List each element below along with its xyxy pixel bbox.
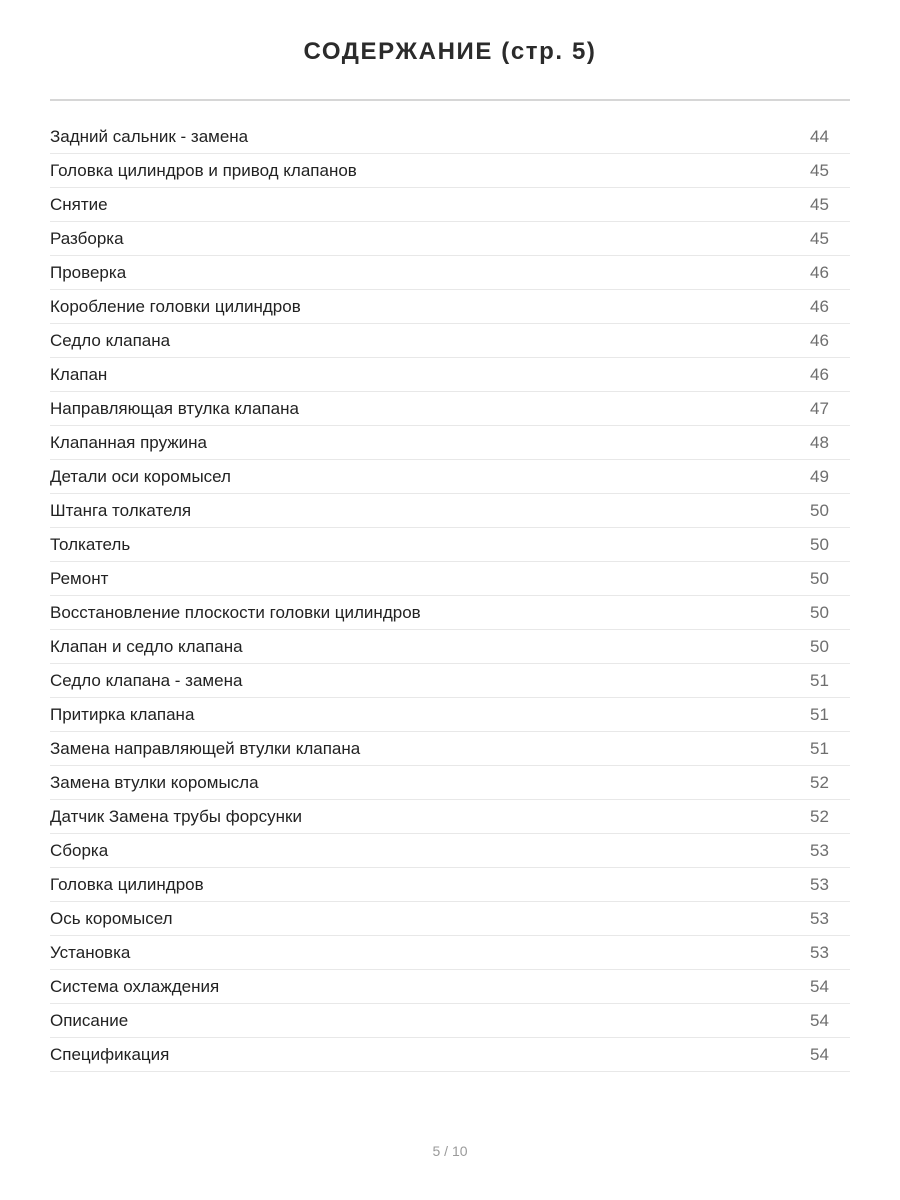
toc-row[interactable] (50, 1038, 850, 1072)
toc-entry-label: Притирка клапана (50, 704, 195, 724)
toc-row[interactable] (50, 494, 850, 528)
toc-entry-label: Разборка (50, 228, 124, 248)
toc-entry-label: Датчик Замена трубы форсунки (50, 806, 302, 826)
toc-row[interactable] (50, 188, 850, 222)
toc-page-number: 46 (810, 262, 829, 282)
toc-entry-label: Направляющая втулка клапана (50, 398, 299, 418)
toc-entry-label: Клапанная пружина (50, 432, 207, 452)
toc-row[interactable] (50, 154, 850, 188)
toc-page-number: 45 (810, 160, 829, 180)
toc-entry-label: Замена втулки коромысла (50, 772, 259, 792)
toc-entry-label: Установка (50, 942, 131, 962)
toc-page-number: 44 (810, 126, 829, 146)
toc-page-number: 50 (810, 534, 829, 554)
toc-page-number: 52 (810, 806, 829, 826)
toc-entry-label: Седло клапана - замена (50, 670, 243, 690)
toc-page-number: 50 (810, 602, 829, 622)
toc-page-number: 52 (810, 772, 829, 792)
toc-row[interactable] (50, 834, 850, 868)
toc-row[interactable] (50, 732, 850, 766)
toc-row[interactable] (50, 698, 850, 732)
toc-page-number: 54 (810, 1010, 829, 1030)
toc-row[interactable] (50, 120, 850, 154)
toc-row[interactable] (50, 426, 850, 460)
page-title: СОДЕРЖАНИЕ (стр. 5) (303, 38, 597, 65)
toc-entry-label: Седло клапана (50, 330, 171, 350)
toc-entry-label: Клапан (50, 364, 108, 384)
toc-row[interactable] (50, 324, 850, 358)
toc-row[interactable] (50, 392, 850, 426)
toc-entry-label: Восстановление плоскости головки цилиндров (50, 602, 421, 622)
toc-page-number: 50 (810, 568, 829, 588)
toc-row[interactable] (50, 664, 850, 698)
toc-entry-label: Замена направляющей втулки клапана (50, 738, 361, 758)
toc-row[interactable] (50, 1004, 850, 1038)
toc-row[interactable] (50, 766, 850, 800)
toc-entry-label: Ремонт (50, 568, 109, 588)
title-divider (50, 99, 850, 101)
toc-page-number: 45 (810, 194, 829, 214)
toc-row[interactable] (50, 256, 850, 290)
toc-row[interactable] (50, 222, 850, 256)
toc-page-number: 46 (810, 364, 829, 384)
toc-page-number: 49 (810, 466, 829, 486)
toc-entry-label: Штанга толкателя (50, 500, 192, 520)
toc-page-number: 46 (810, 296, 829, 316)
toc-page-number: 45 (810, 228, 829, 248)
toc-row[interactable] (50, 358, 850, 392)
toc-page-number: 53 (810, 908, 829, 928)
toc-row[interactable] (50, 800, 850, 834)
page-indicator: 5 / 10 (432, 1143, 468, 1159)
toc-entry-label: Снятие (50, 194, 108, 214)
toc-row[interactable] (50, 460, 850, 494)
toc-entry-label: Клапан и седло клапана (50, 636, 243, 656)
toc-row[interactable] (50, 528, 850, 562)
toc-entry-label: Спецификация (50, 1044, 170, 1064)
toc-page-number: 54 (810, 976, 829, 996)
toc-entry-label: Проверка (50, 262, 127, 282)
toc-entry-label: Задний сальник - замена (50, 126, 249, 146)
toc-page-number: 50 (810, 500, 829, 520)
toc-entry-label: Описание (50, 1010, 129, 1030)
toc-page-number: 53 (810, 942, 829, 962)
toc-row[interactable] (50, 290, 850, 324)
toc-page-number: 46 (810, 330, 829, 350)
toc-page-number: 53 (810, 840, 829, 860)
toc-page-number: 53 (810, 874, 829, 894)
toc-entry-label: Толкатель (50, 534, 131, 554)
toc-page-number: 48 (810, 432, 829, 452)
toc-page-number: 51 (810, 738, 829, 758)
toc-entry-label: Детали оси коромысел (50, 466, 231, 486)
toc-entry-label: Головка цилиндров и привод клапанов (50, 160, 357, 180)
toc-page-number: 50 (810, 636, 829, 656)
toc-row[interactable] (50, 936, 850, 970)
toc-page-number: 47 (810, 398, 829, 418)
toc-entry-label: Коробление головки цилиндров (50, 296, 301, 316)
toc-row[interactable] (50, 630, 850, 664)
toc-row[interactable] (50, 868, 850, 902)
toc-page-number: 51 (810, 704, 829, 724)
toc-list (50, 120, 850, 1072)
toc-page-number: 54 (810, 1044, 829, 1064)
toc-entry-label: Сборка (50, 840, 109, 860)
toc-row[interactable] (50, 596, 850, 630)
toc-row[interactable] (50, 902, 850, 936)
toc-entry-label: Ось коромысел (50, 908, 173, 928)
toc-row[interactable] (50, 562, 850, 596)
toc-entry-label: Головка цилиндров (50, 874, 204, 894)
toc-entry-label: Система охлаждения (50, 976, 220, 996)
toc-row[interactable] (50, 970, 850, 1004)
toc-page-number: 51 (810, 670, 829, 690)
